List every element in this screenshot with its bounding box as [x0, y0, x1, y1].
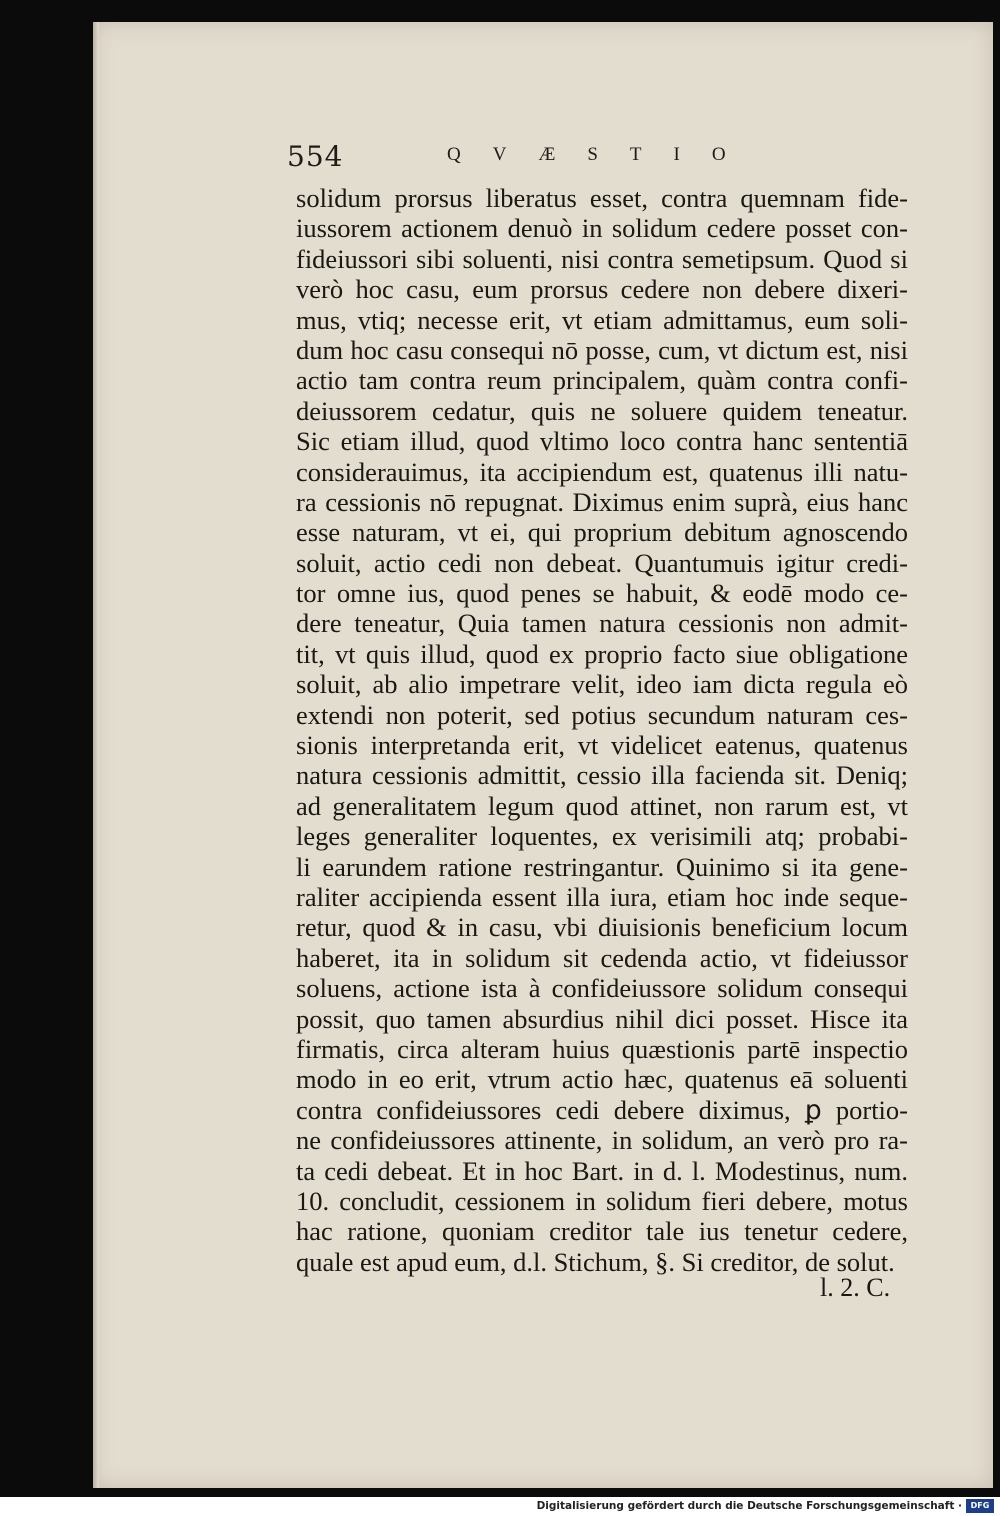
text-line: haberet, ita in solidum sit cedenda actio, vt fideiussor — [296, 942, 908, 973]
text-line: Sic etiam illud, quod vltimo loco contra hanc sententiā — [296, 426, 908, 457]
page-gutter-shadow — [93, 22, 99, 1488]
text-line: fideiussori sibi soluenti, nisi contra semetipsum. Quod si — [296, 243, 908, 274]
dfg-logo: DFG — [966, 1499, 994, 1513]
text-line: tit, vt quis illud, quod ex proprio facto siue obligatione — [296, 638, 908, 669]
text-line: dere teneatur, Quia tamen natura cessionis non admit- — [296, 608, 908, 639]
text-line: ta cedi debeat. Et in hoc Bart. in d. l. Modestinus, num. — [296, 1155, 908, 1186]
footer-bar — [0, 1497, 1000, 1516]
text-line: natura cessionis admittit, cessio illa facienda sit. Deniq; — [296, 760, 908, 791]
body-text — [296, 183, 908, 1277]
text-line: solidum prorsus liberatus esset, contra quemnam fide- — [296, 183, 908, 213]
text-line: deiussorem cedatur, quis ne soluere quidem teneatur. — [296, 395, 908, 426]
text-line: 10. concludit, cessionem in solidum fieri debere, motus — [296, 1185, 908, 1216]
text-line: contra confideiussores cedi debere diximus, ꝑ portio- — [296, 1094, 908, 1125]
text-line: possit, quo tamen absurdius nihil dici posset. Hisce ita — [296, 1003, 908, 1034]
text-line: iussorem actionem denuò in solidum cedere posset con- — [296, 213, 908, 244]
text-line: extendi non poterit, sed potius secundum naturam ces- — [296, 699, 908, 730]
running-head — [287, 140, 927, 176]
text-line: quale est apud eum, d.l. Stichum, §. Si creditor, de solut. — [296, 1246, 895, 1277]
text-line: dum hoc casu consequi nō posse, cum, vt dictum est, nisi — [296, 334, 908, 365]
text-line: tor omne ius, quod penes se habuit, & eodē modo ce- — [296, 578, 908, 609]
text-line: actio tam contra reum principalem, quàm contra confi- — [296, 365, 908, 396]
text-line: ad generalitatem legum quod attinet, non rarum est, vt — [296, 790, 908, 821]
text-line: verò hoc casu, eum prorsus cedere non debere dixeri- — [296, 274, 908, 305]
text-line: considerauimus, ita accipiendum est, quatenus illi natu- — [296, 456, 908, 487]
text-line: esse naturam, vt ei, qui proprium debitum agnoscendo — [296, 517, 908, 548]
text-line: modo in eo erit, vtrum actio hæc, quatenus eā soluenti — [296, 1064, 908, 1095]
text-line: li earundem ratione restringantur. Quinimo si ita gene- — [296, 851, 908, 882]
catchword: l. 2. C. — [820, 1273, 891, 1302]
text-line: sionis interpretanda erit, vt videlicet eatenus, quatenus — [296, 730, 908, 761]
text-line: soluens, actione ista à confideiussore solidum consequi — [296, 973, 908, 1004]
text-line: leges generaliter loquentes, ex verisimili atq; probabi- — [296, 821, 908, 852]
text-line: raliter accipienda essent illa iura, etiam hoc inde seque- — [296, 881, 908, 912]
running-title: QVÆSTIO — [447, 144, 758, 165]
text-line: retur, quod & in casu, vbi diuisionis beneficium locum — [296, 912, 908, 943]
text-line: ne confideiussores attinente, in solidum, an verò pro ra- — [296, 1125, 908, 1156]
funding-credit: Digitalisierung gefördert durch die Deutsche Forschungsgemeinschaft · — [536, 1500, 962, 1512]
text-line: ra cessionis nō repugnat. Diximus enim suprà, eius hanc — [296, 486, 908, 517]
text-line: hac ratione, quoniam creditor tale ius tenetur cedere, — [296, 1216, 908, 1247]
text-line: soluit, actio cedi non debeat. Quantumuis igitur credi- — [296, 547, 908, 578]
text-line: firmatis, circa alteram huius quæstionis partē inspectio — [296, 1033, 908, 1064]
page-number: 554 — [287, 140, 344, 173]
text-line: soluit, ab alio impetrare velit, ideo iam dicta regula eò — [296, 669, 908, 700]
text-line: mus, vtiq; necesse erit, vt etiam admittamus, eum soli- — [296, 304, 908, 335]
